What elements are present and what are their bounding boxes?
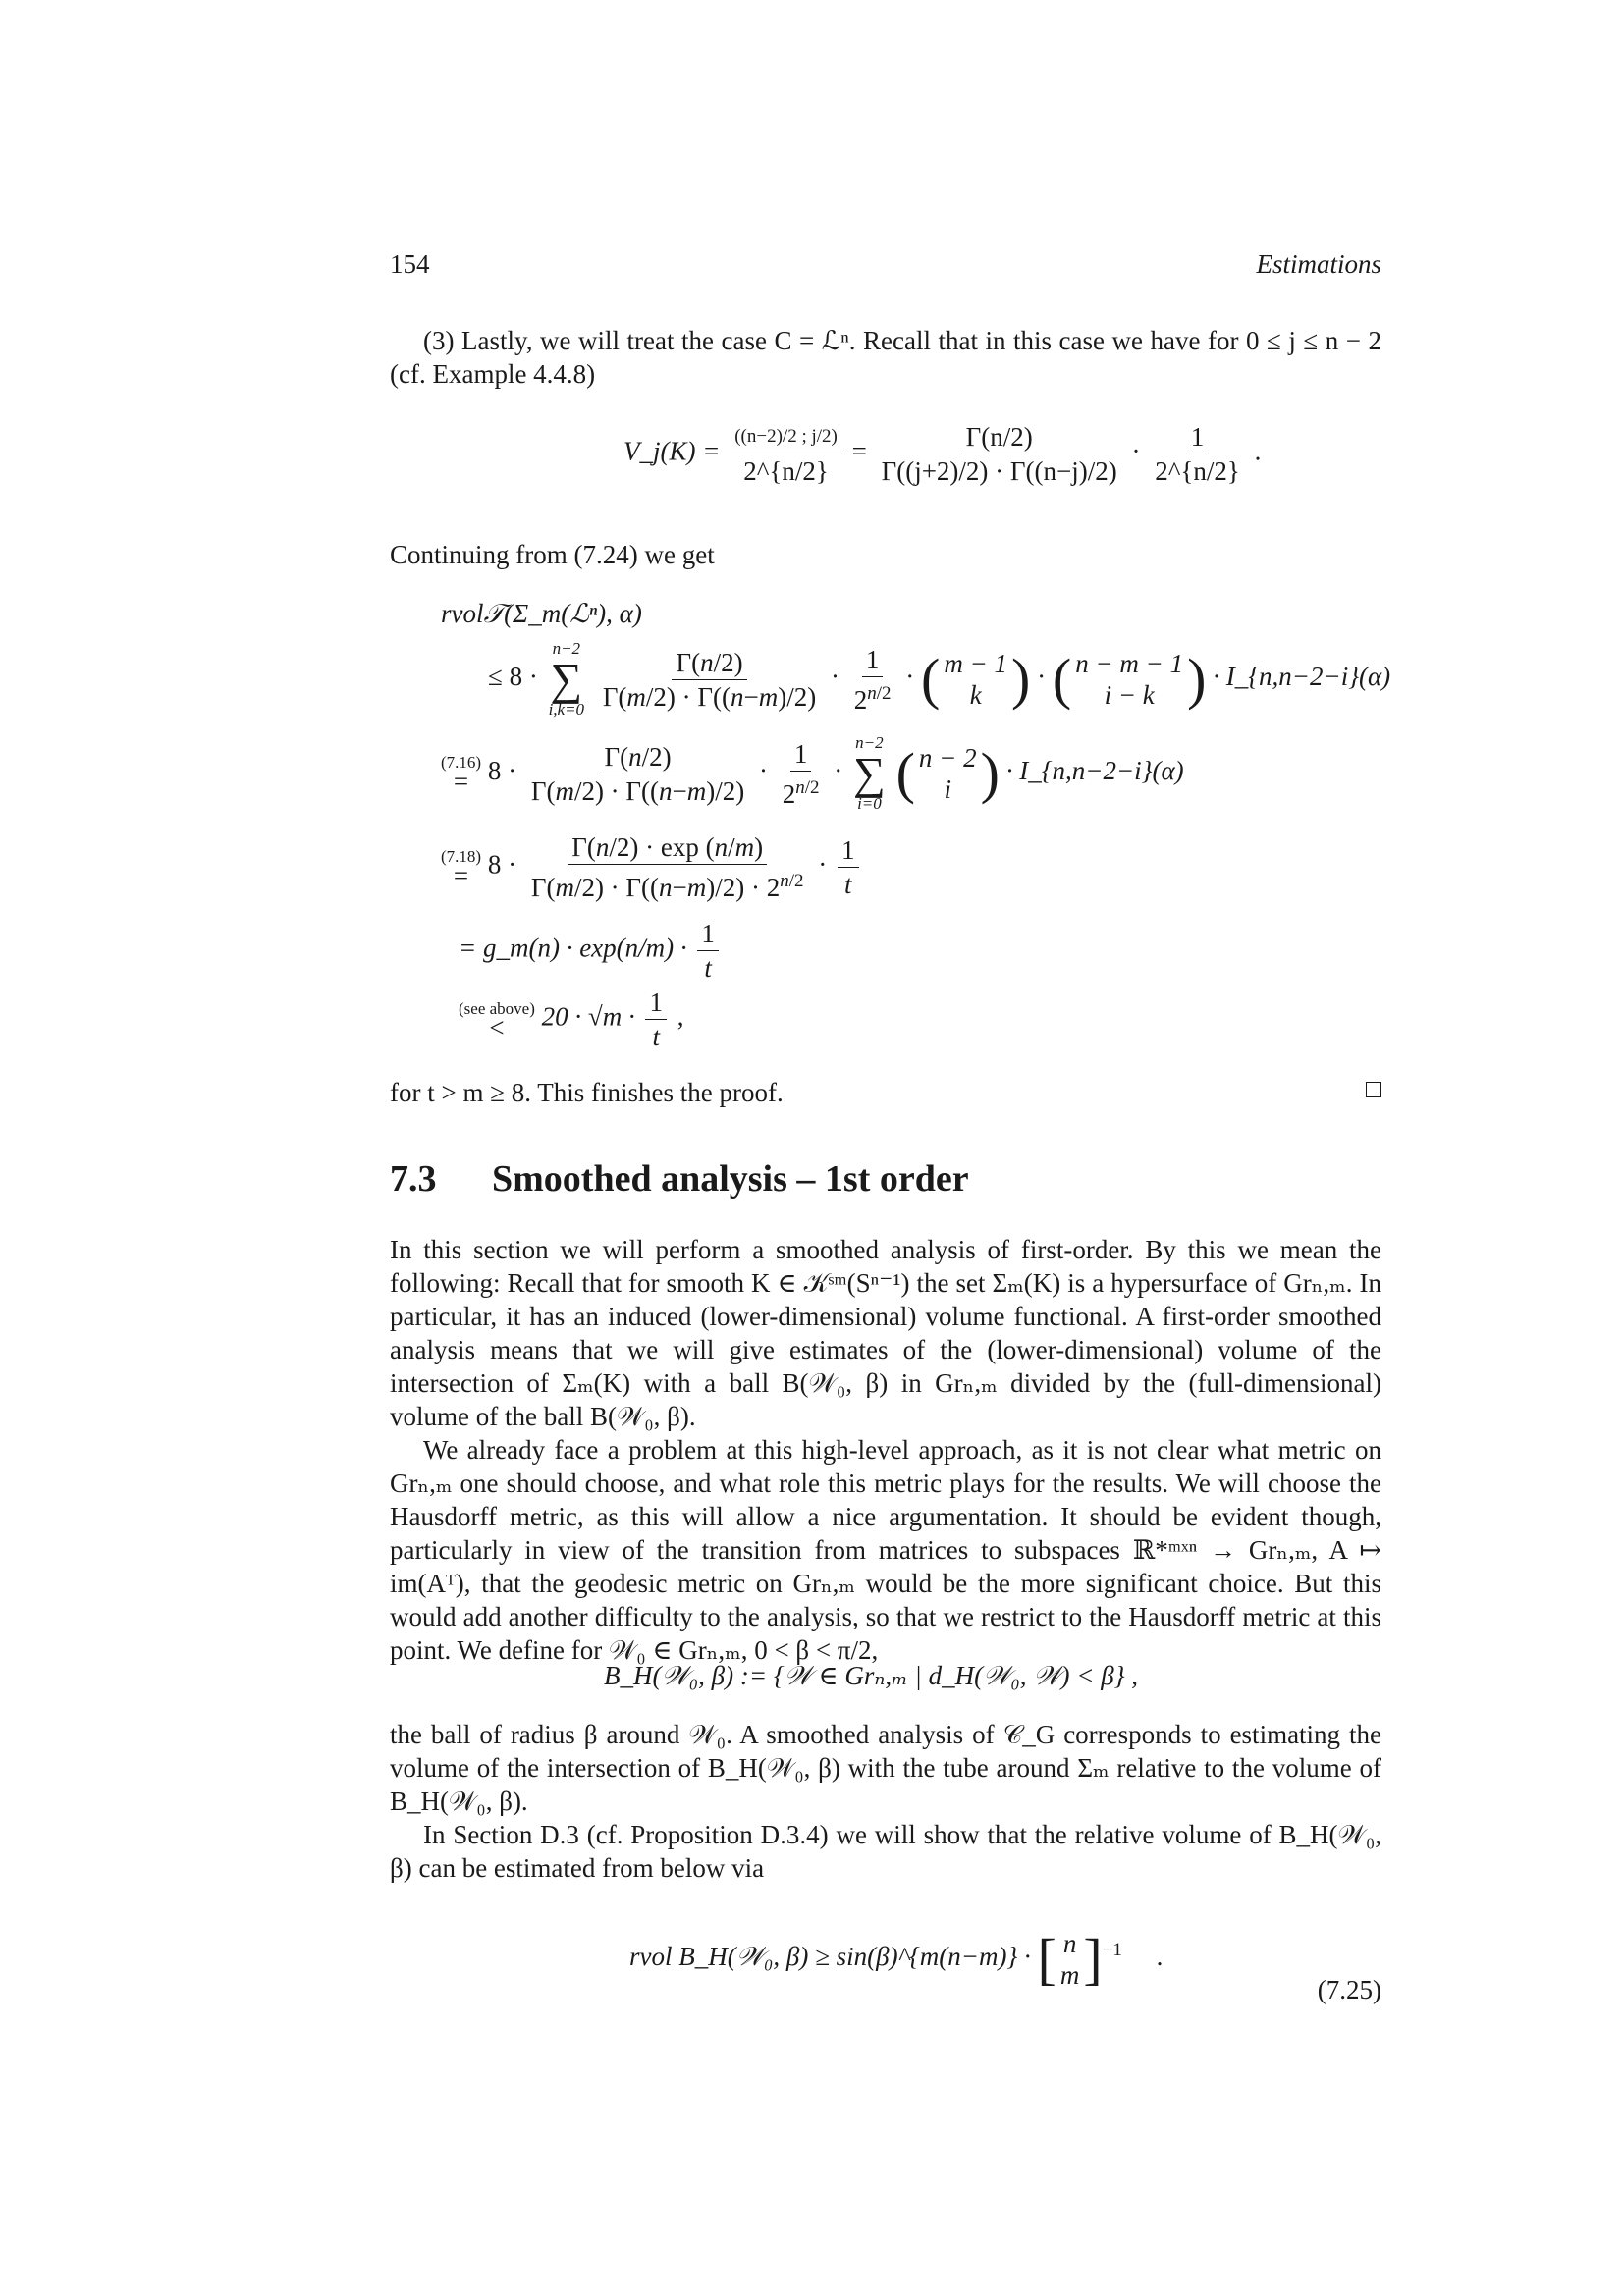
section-title-text: Smoothed analysis – 1st order	[492, 1158, 969, 1200]
vj-num2: Γ(n/2)	[962, 422, 1037, 454]
sum1-top: n−2	[552, 639, 581, 658]
binom-n2-i: ( n − 2 i )	[895, 741, 1000, 805]
vj-binom: ((n−2)/2 ; j/2)	[731, 422, 841, 454]
chain-line2-sum: n−2 ∑ i=0	[853, 733, 886, 813]
chain-line1: ≤ 8 · n−2 ∑ i,k=0 $\frac{\Gamma(n/2)}{\Gamma(m/2) \cdot \Gamma((n-m)/2)}$ · $\frac{1}{2^{n/2}}$ · ( m − 1 k ) · ( n − m − 1 i − k ) · I_{n,n−2−i}(α)	[488, 639, 1391, 719]
paragraph-2: We already face a problem at this high-level approach, as it is not clear what metric on Grₙ,ₘ one should choose, and what role this metric plays for the results. We will choose the Hausdorff metric, as this will allow a nice argumentation. It should be evident though, particularly in view of the transition from matrices to subspaces ℝ*ᵐˣⁿ → Grₙ,ₘ, A ↦ im(Aᵀ), that the geodesic metric on Grₙ,ₘ would be the more significant choice. But this would add another difficulty to the analysis, so that we restrict to the Hausdorff metric at this point. We define for 𝒲₀ ∈ Grₙ,ₘ, 0 < β < π/2,	[390, 1435, 1381, 1665]
chain-line5: (see above) < 20 · √m · $\frac{1}{t}$ ,	[459, 988, 684, 1051]
chain-head: rvol𝒯(Σ_m(ℒⁿ), α)	[441, 599, 642, 628]
ball-definition: B_H(𝒲₀, β) := {𝒲 ∈ Grₙ,ₘ | d_H(𝒲₀, 𝒲) < β} ,	[604, 1661, 1138, 1690]
vj-den2: Γ((j+2)/2) · Γ((n−j)/2)	[881, 456, 1117, 486]
sum1-bottom: i,k=0	[548, 700, 585, 719]
chain-line1-sum	[549, 640, 585, 719]
eq725-lhs: rvol B_H(𝒲₀, β) ≥ sin(β)^{m(n−m)} ·	[629, 1942, 1031, 1972]
vj-frac1	[731, 422, 841, 486]
body-text	[390, 1233, 1381, 1667]
vj-den3: 2^{n/2}	[1155, 456, 1240, 486]
vj-equation	[623, 422, 1261, 486]
running-title: Estimations	[1256, 249, 1381, 279]
paper-page	[390, 0, 1391, 2296]
case3-text: (3) Lastly, we will treat the case C = ℒⁿ. Recall that in this case we have for 0 ≤ j ≤ n − 2 (cf. Example 4.4.8)	[390, 326, 1381, 389]
chain-line2: (7.16) = 8 · $\frac{\Gamma(n/2)}{\Gamma(m/2) \cdot \Gamma((n-m)/2)}$ · $\frac{1}{2^{n/2}}$ · n−2 ∑ i=0 ( n − 2 i ) · I_{n,n−2−i}(α)	[441, 733, 1184, 813]
eq725-exponent: −1	[1102, 1940, 1122, 1961]
page-number: 154	[390, 249, 430, 279]
vj-frac2	[878, 422, 1121, 486]
vj-num3: 1	[1187, 422, 1209, 454]
vj-end: .	[1254, 436, 1262, 466]
paragraph-3: the ball of radius β around 𝒲₀. A smoothed analysis of 𝒞_G corresponds to estimating the volume of the intersection of B_H(𝒲₀, β) with the tube around Σₘ relative to the volume of B_H(𝒲₀, β).	[390, 1720, 1381, 1816]
section-heading	[390, 1158, 969, 1200]
sum1-sigma: ∑	[550, 654, 583, 704]
vj-binom-bottom: j/2	[811, 426, 832, 447]
binom-m1-k: ( m − 1 k )	[921, 647, 1031, 711]
chain-line3: (7.18) = 8 · $\frac{\Gamma(n/2) \cdot \exp (n/m)}{\Gamma(m/2) \cdot \Gamma((n-m)/2) \cdot 2^{n/2}}$ · $\frac{1}{t}$	[441, 832, 863, 902]
ref-see-above: (see above) <	[459, 998, 535, 1042]
paragraph-1: In this section we will perform a smoothed analysis of first-order. By this we mean the following: Recall that for smooth K ∈ 𝒦ˢᵐ(Sⁿ⁻¹) the set Σₘ(K) is a hypersurface of Grₙ,ₘ. In particular, it has an induced (lower-dimensional) volume functional. A first-order smoothed analysis means that we will give estimates of the (lower-dimensional) volume of the intersection of Σₘ(K) with a ball B(𝒲₀, β) in Grₙ,ₘ divided by the (full-dimensional) volume of the ball B(𝒲₀, β).	[390, 1235, 1381, 1431]
case3-paragraph	[390, 324, 1381, 391]
vj-frac3	[1151, 422, 1244, 486]
binom-nm1-ik: ( n − m − 1 i − k )	[1052, 647, 1207, 711]
equation-725: rvol B_H(𝒲₀, β) ≥ sin(β)^{m(n−m)} · [ n m ] $^{-1}$ .	[629, 1927, 1164, 1991]
ref-718: (7.18) =	[441, 846, 482, 890]
gaussian-binom: [ n m ]	[1037, 1927, 1103, 1991]
chain-line2-tail: · I_{n,n−2−i}(α)	[1005, 756, 1184, 786]
vj-den1: 2^{n/2}	[743, 456, 829, 486]
vj-lhs: V_j(K) =	[623, 436, 721, 466]
chain-line4: = g_m(n) · exp(n/m) · $\frac{1}{t}$	[459, 919, 723, 983]
vj-dot: ·	[1131, 436, 1141, 466]
continuing-text: Continuing from (7.24) we get	[390, 540, 715, 569]
paragraph-4: In Section D.3 (cf. Proposition D.3.4) we will show that the relative volume of B_H(𝒲₀, β) can be estimated from below via	[390, 1820, 1381, 1883]
chain-line1-frac: $\frac{\Gamma(n/2)}{\Gamma(m/2) \cdot \Gamma((n-m)/2)}$	[602, 647, 817, 712]
equation-number-725: (7.25)	[1317, 1975, 1381, 2004]
vj-binom-top: (n−2)/2	[740, 426, 797, 447]
ref-716: (7.16) =	[441, 753, 482, 796]
body-text-2	[390, 1718, 1381, 1885]
conclusion-text: for t > m ≥ 8. This finishes the proof.	[390, 1078, 784, 1107]
section-number: 7.3	[390, 1158, 437, 1200]
chain-line1-tail: · I_{n,n−2−i}(α)	[1213, 662, 1391, 692]
chain-line1-rel: ≤ 8 ·	[488, 662, 538, 692]
qed-square	[1366, 1082, 1381, 1097]
vj-eq-sign: =	[851, 436, 867, 466]
